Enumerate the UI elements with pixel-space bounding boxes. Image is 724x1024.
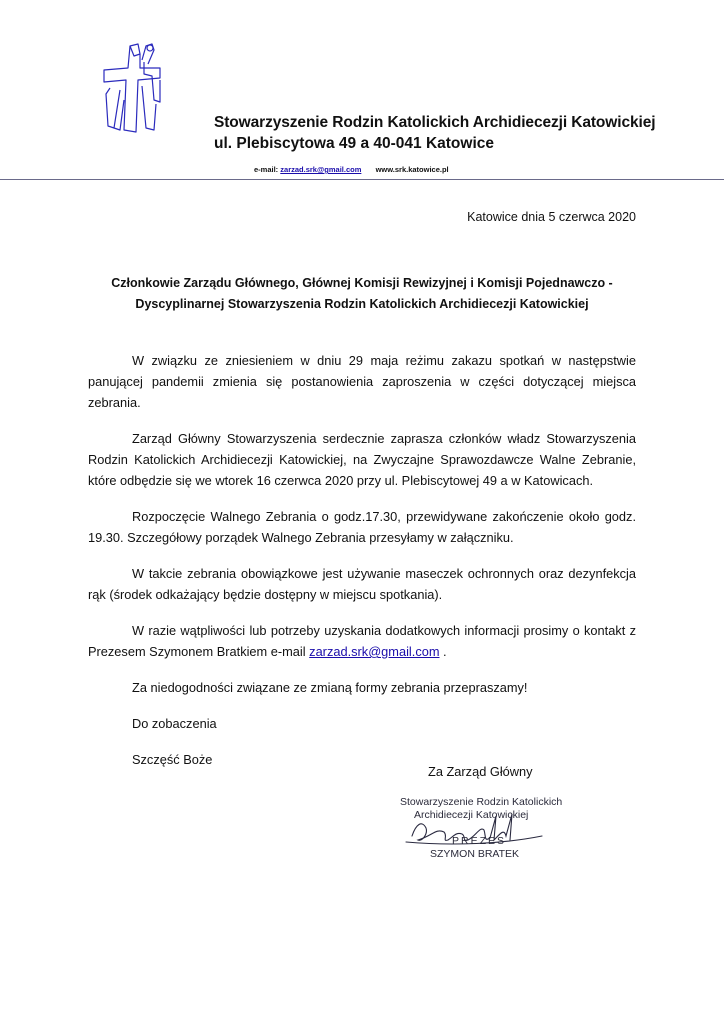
header-divider	[0, 179, 724, 180]
president-stamp	[392, 796, 572, 871]
paragraph-5	[88, 620, 636, 662]
contact-line	[254, 165, 449, 174]
paragraph-5-end: .	[439, 644, 447, 659]
email-label: e-mail:	[254, 165, 279, 174]
recipients-line-2: Dyscyplinarnej Stowarzyszenia Rodzin Katolickich Archidiecezji Katowickiej	[135, 297, 589, 311]
blessing-line: Szczęść Boże	[132, 752, 213, 767]
paragraph-3: Rozpoczęcie Walnego Zebrania o godz.17.30, przewidywane zakończenie około godz. 19.30. Szczegółowy porządek Walnego Zebrania przesyłamy w załączniku.	[88, 509, 636, 545]
header-email-link[interactable]: zarzad.srk@gmail.com	[280, 165, 362, 174]
paragraph-5-text: W razie wątpliwości lub potrzeby uzyskania dodatkowych informacji prosimy o kontakt z Prezesem Szymonem Bratkiem e-mail	[88, 623, 636, 659]
farewell-line: Do zobaczenia	[132, 716, 217, 731]
recipients-heading	[88, 273, 636, 315]
contact-email-link[interactable]: zarzad.srk@gmail.com	[309, 644, 440, 659]
website-text: www.srk.katowice.pl	[375, 165, 449, 174]
recipients-line-1: Członkowie Zarządu Głównego, Głównej Komisji Rewizyjnej i Komisji Pojednawczo -	[111, 276, 613, 290]
stamp-line-2: Archidiecezji Katowickiej	[414, 809, 529, 821]
paragraph-4: W takcie zebrania obowiązkowe jest używanie maseczek ochronnych oraz dezynfekcja rąk (środek odkażający będzie dostępny w miejscu spotkania).	[88, 566, 636, 602]
organization-name: Stowarzyszenie Rodzin Katolickich Archidiecezji Katowickiej	[214, 114, 656, 131]
stamp-line-4: SZYMON BRATEK	[430, 848, 520, 860]
paragraph-2: Zarząd Główny Stowarzyszenia serdecznie zaprasza członków władz Stowarzyszenia Rodzin Katolickich Archidiecezji Katowickiej, na Zwyczajne Sprawozdawcze Walne Zebranie, które odbędzie się we wtorek 16 czerwca 2020 przy ul. Plebiscytowej 49 a w Katowicach.	[88, 431, 636, 488]
logo	[100, 40, 180, 136]
organization-address: ul. Plebiscytowa 49 a 40-041 Katowice	[214, 135, 494, 152]
apology-line: Za niedogodności związane ze zmianą formy zebrania przepraszamy!	[132, 680, 528, 695]
letter-body	[88, 350, 636, 785]
stamp-line-1: Stowarzyszenie Rodzin Katolickich	[400, 796, 563, 808]
letter-date: Katowice dnia 5 czerwca 2020	[467, 210, 636, 224]
signoff-text: Za Zarząd Główny	[428, 764, 533, 779]
stamp-line-3: PREZES	[452, 835, 507, 847]
paragraph-1: W związku ze zniesieniem w dniu 29 maja reżimu zakazu spotkań w następstwie panującej pandemii zmienia się postanowienia zaproszenia w części dotyczącej miejsca zebrania.	[88, 353, 636, 410]
